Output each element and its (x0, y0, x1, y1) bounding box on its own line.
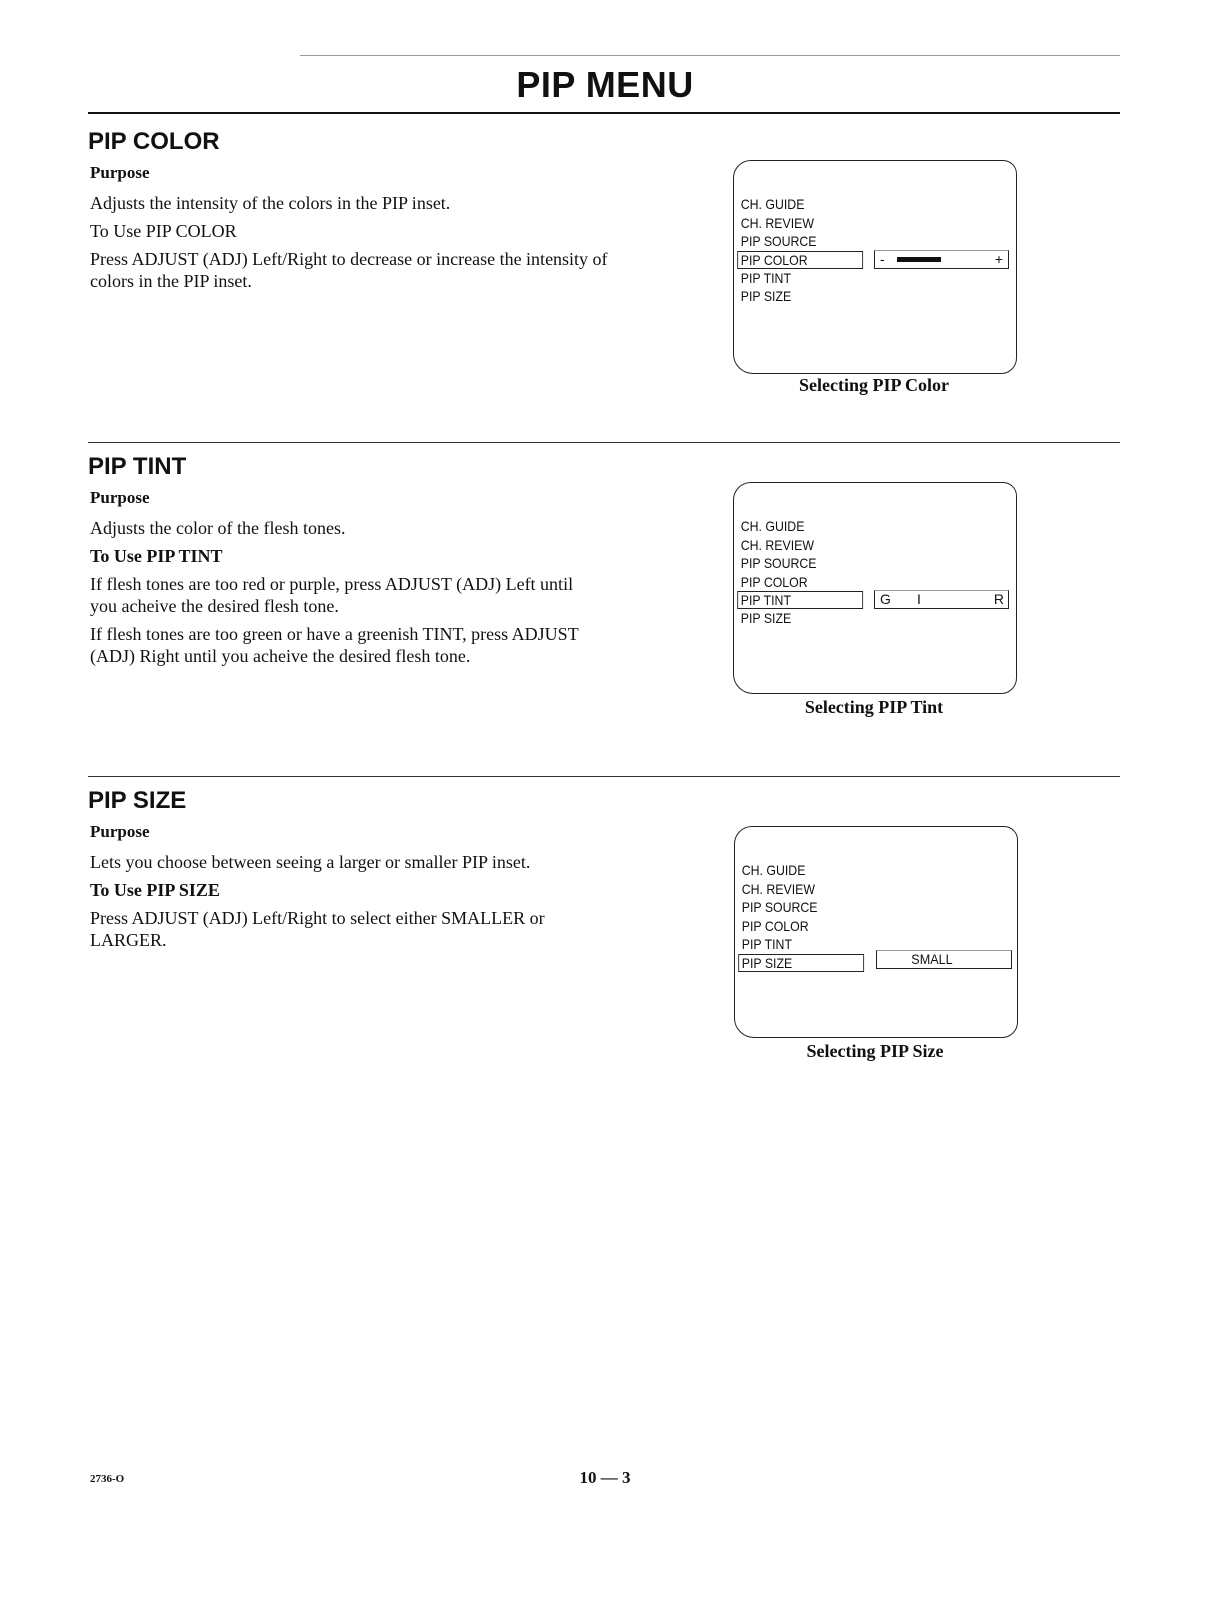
menu-item-pip-source[interactable]: PIP SOURCE (740, 233, 817, 249)
menu-item-pip-size[interactable]: PIP SIZE (740, 610, 792, 626)
tv-screen-pip-color (733, 160, 1017, 374)
page-number: 10 — 3 (579, 1468, 631, 1487)
section-body-pip-color (90, 162, 610, 298)
top-rule (300, 55, 1120, 56)
section-divider (88, 776, 1120, 777)
figure-caption: Selecting PIP Color (799, 375, 949, 395)
purpose-text: Lets you choose between seeing a larger or smaller PIP inset. (90, 852, 531, 872)
purpose-text: Adjusts the intensity of the colors in the PIP inset. (90, 193, 451, 213)
page-title: PIP MENU (516, 64, 694, 105)
use-label: To Use PIP TINT (90, 546, 223, 566)
menu-item-pip-tint[interactable]: PIP TINT (740, 269, 791, 286)
section-title-pip-color: PIP COLOR (88, 128, 220, 155)
document-code: 2736-O (90, 1473, 125, 1485)
instruction-text: Press ADJUST (ADJ) Left/Right to decrease or increase the intensity of colors in the PIP inset. (90, 249, 608, 291)
menu-item-pip-source[interactable]: PIP SOURCE (740, 555, 817, 571)
figure-caption: Selecting PIP Tint (804, 697, 944, 717)
figure-caption: Selecting PIP Size (806, 1041, 944, 1061)
tint-red-label: R (993, 591, 1004, 607)
menu-item-pip-tint[interactable]: PIP TINT (741, 936, 792, 952)
menu-item-ch-review[interactable]: CH. REVIEW (741, 880, 816, 897)
instruction-text: If flesh tones are too red or purple, press ADJUST (ADJ) Left until you acheive the desired flesh tone. (90, 574, 574, 616)
menu-item-pip-color[interactable]: PIP COLOR (740, 573, 808, 590)
slider-minus-label: - (880, 251, 885, 267)
menu-item-ch-review[interactable]: CH. REVIEW (740, 214, 815, 231)
section-body-pip-tint (90, 487, 610, 673)
color-slider[interactable] (874, 250, 1009, 269)
use-label: To Use PIP COLOR (90, 221, 237, 241)
menu-item-ch-guide[interactable]: CH. GUIDE (740, 518, 805, 534)
slider-fill-bar (897, 257, 941, 262)
purpose-label: Purpose (90, 822, 150, 841)
section-title-pip-tint: PIP TINT (88, 453, 187, 480)
size-value-box[interactable] (876, 950, 1012, 969)
menu-item-pip-color-selected[interactable]: PIP COLOR (737, 251, 863, 269)
menu-item-ch-guide[interactable]: CH. GUIDE (741, 862, 806, 878)
purpose-label: Purpose (90, 488, 150, 507)
osd-menu (739, 195, 863, 306)
menu-item-ch-review[interactable]: CH. REVIEW (740, 536, 815, 553)
tv-screen-pip-size (734, 826, 1018, 1038)
section-title-pip-size: PIP SIZE (88, 787, 187, 814)
menu-item-pip-tint-selected[interactable]: PIP TINT (737, 591, 863, 609)
menu-item-pip-size[interactable]: PIP SIZE (740, 288, 792, 304)
tint-control[interactable] (874, 590, 1009, 609)
tint-green-label: G (880, 591, 891, 607)
osd-menu (739, 517, 863, 628)
instruction-text: Press ADJUST (ADJ) Left/Right to select either SMALLER or LARGER. (90, 908, 545, 950)
purpose-text: Adjusts the color of the flesh tones. (90, 518, 346, 538)
section-body-pip-size (90, 821, 610, 957)
purpose-label: Purpose (90, 163, 150, 182)
menu-item-pip-size-selected[interactable]: PIP SIZE (738, 954, 864, 972)
instruction-text: If flesh tones are too green or have a greenish TINT, press ADJUST (ADJ) Right until you acheive the desired flesh tone. (90, 624, 579, 666)
section-divider (88, 442, 1120, 443)
slider-plus-label: + (994, 251, 1003, 267)
size-value: SMALL (911, 951, 953, 967)
tv-screen-pip-tint (733, 482, 1017, 694)
header-rule (88, 112, 1120, 114)
tint-indicator: I (917, 591, 921, 607)
menu-item-ch-guide[interactable]: CH. GUIDE (740, 196, 805, 212)
menu-item-pip-source[interactable]: PIP SOURCE (741, 899, 818, 915)
osd-menu (740, 861, 864, 972)
menu-item-pip-color[interactable]: PIP COLOR (741, 917, 809, 934)
use-label: To Use PIP SIZE (90, 880, 220, 900)
